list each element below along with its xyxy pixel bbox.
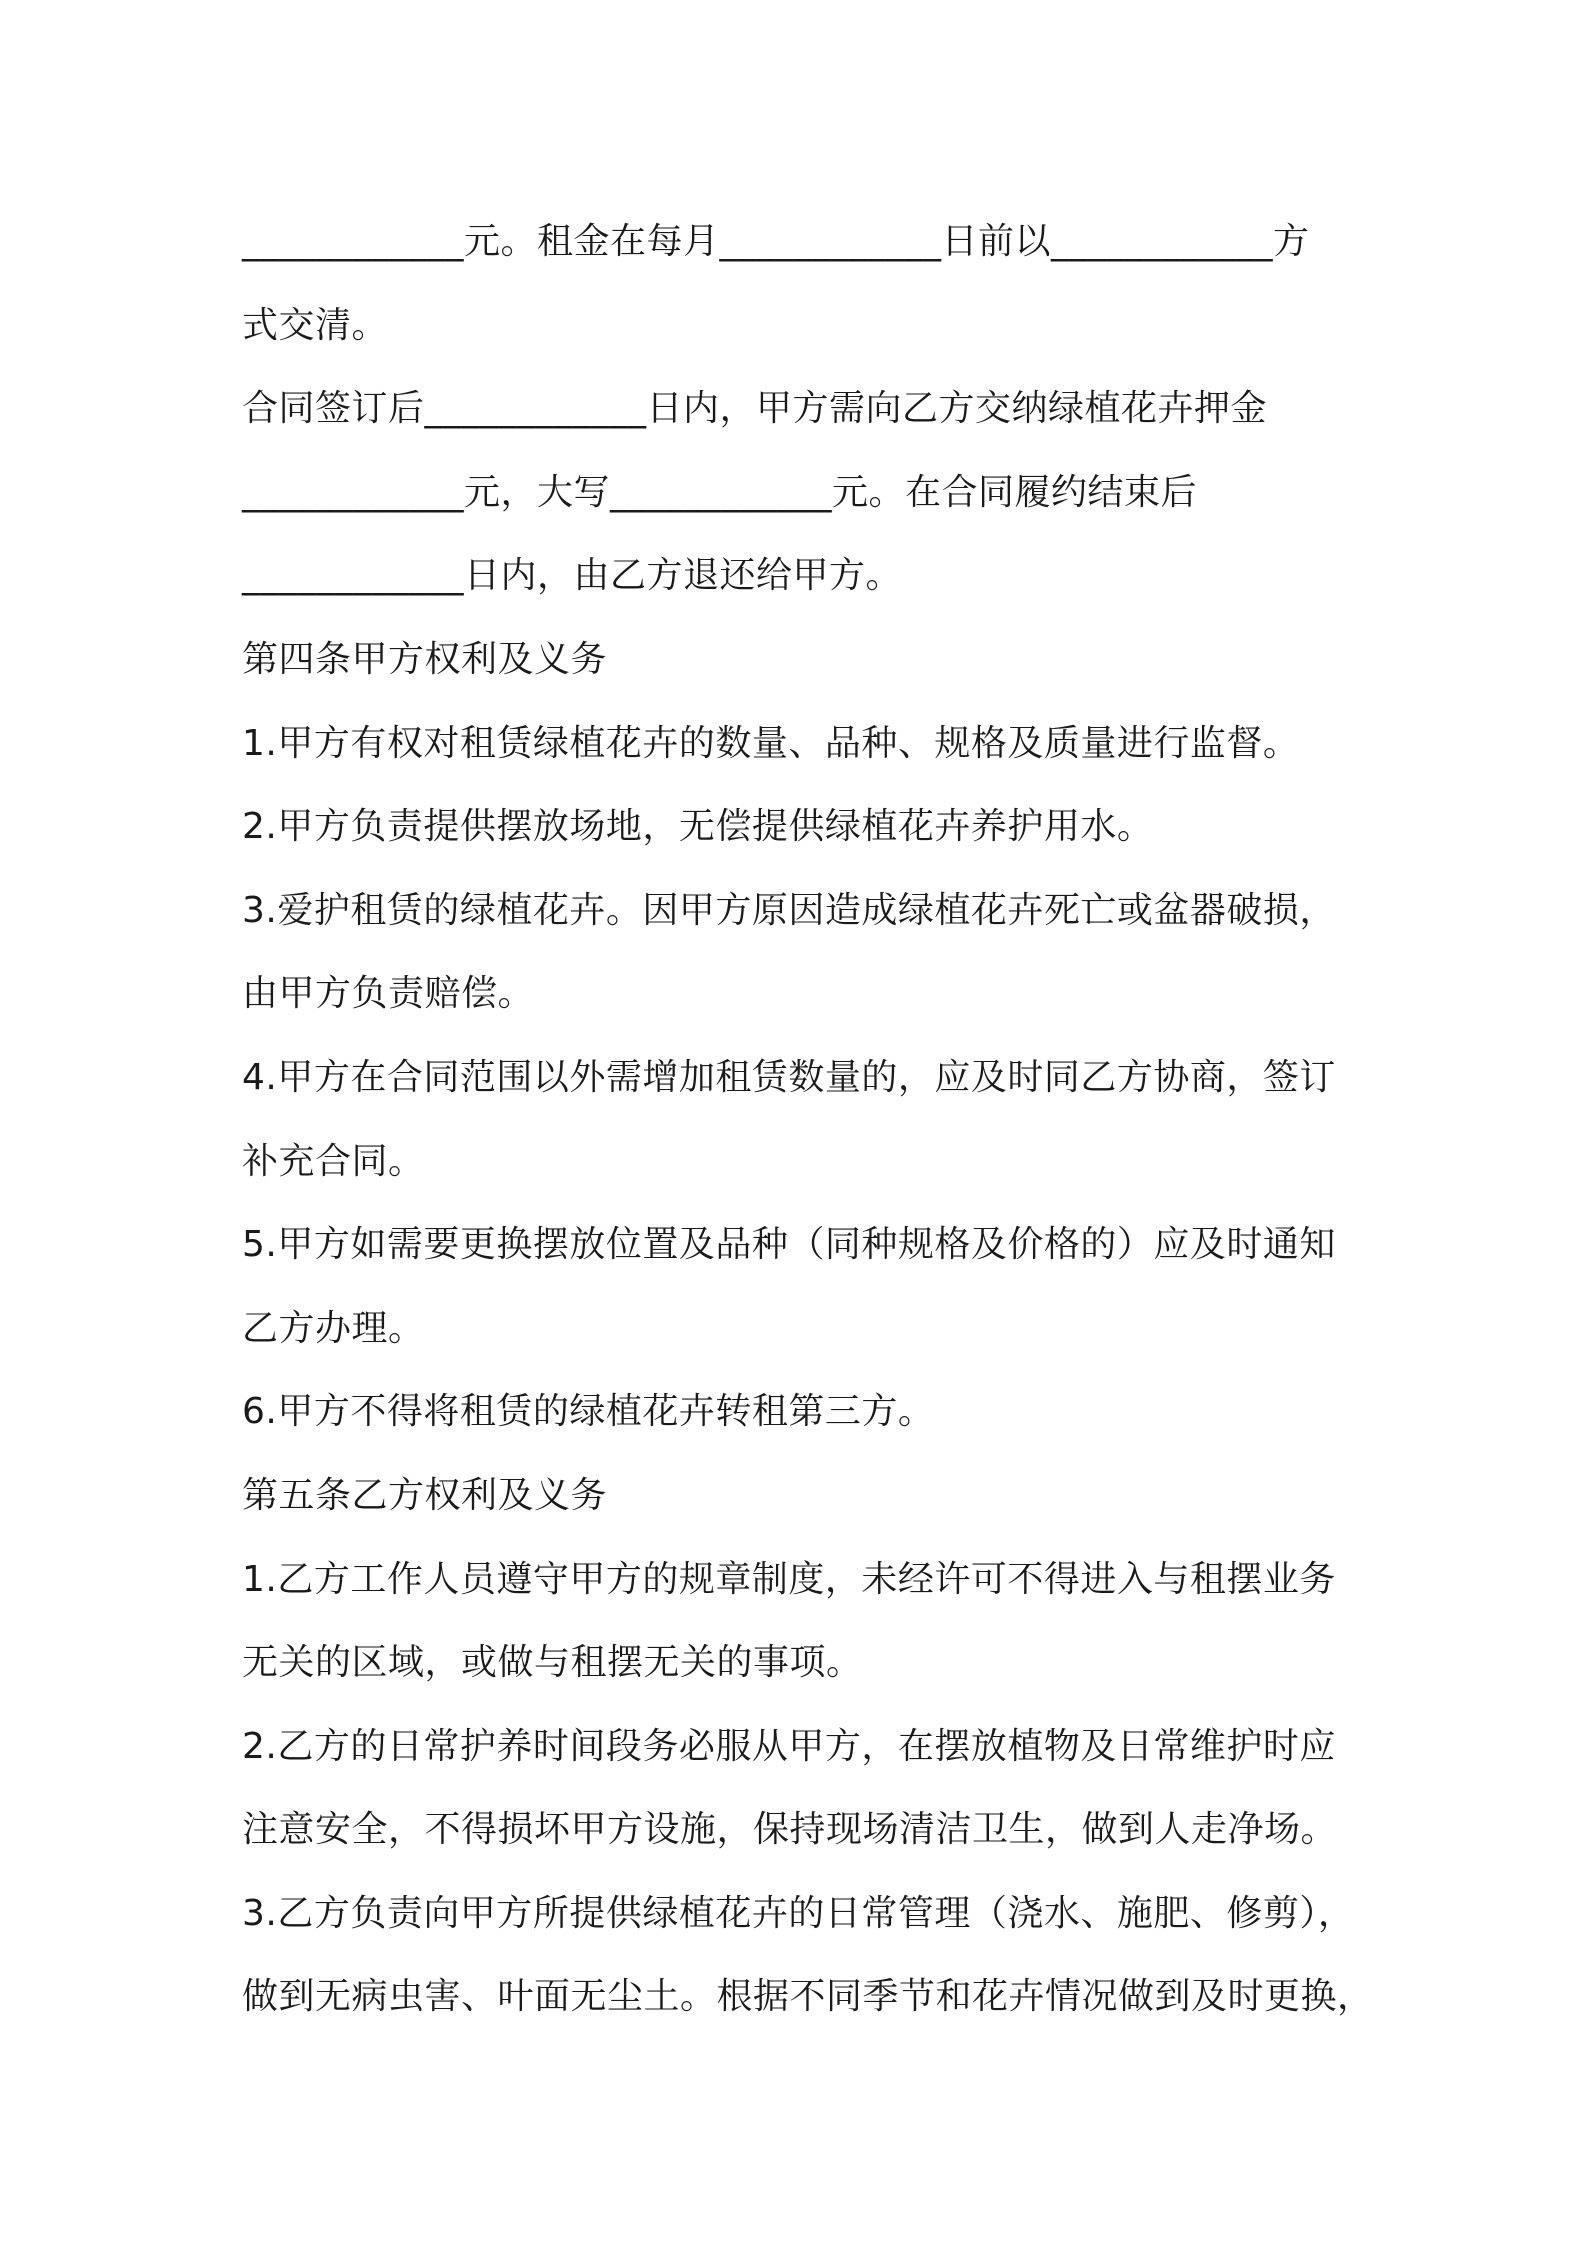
- section-heading-party-a: 第四条甲方权利及义务: [242, 638, 608, 680]
- section-heading-party-b: 第五条乙方权利及义务: [242, 1474, 608, 1516]
- clause-b-3-cont: 做到无病虫害、叶面无尘土。根据不同季节和花卉情况做到及时更换，: [242, 1976, 1374, 2018]
- clause-b-3: 3.乙方负责向甲方所提供绿植花卉的日常管理（浇水、施肥、修剪），: [242, 1892, 1355, 1934]
- clause-a-1: 1.甲方有权对租赁绿植花卉的数量、品种、规格及质量进行监督。: [242, 722, 1300, 764]
- text-line-deposit-return: ____________日内，由乙方退还给甲方。: [242, 555, 903, 597]
- text-line-deposit-amount: ____________元，大写____________元。在合同履约结束后: [242, 471, 1198, 513]
- clause-a-5: 5.甲方如需要更换摆放位置及品种（同种规格及价格的）应及时通知: [242, 1224, 1336, 1266]
- text-line-payment-method: 式交清。: [242, 304, 389, 346]
- text-line-payment-terms: ____________元。租金在每月____________日前以____________方: [242, 221, 1310, 262]
- clause-a-4-cont: 补充合同。: [242, 1140, 425, 1182]
- clause-a-5-cont: 乙方办理。: [242, 1307, 425, 1349]
- clause-a-3: 3.爱护租赁的绿植花卉。因甲方原因造成绿植花卉死亡或盆器破损，: [242, 889, 1336, 931]
- clause-b-1: 1.乙方工作人员遵守甲方的规章制度，未经许可不得进入与租摆业务: [242, 1558, 1336, 1600]
- text-line-deposit: 合同签订后____________日内，甲方需向乙方交纳绿植花卉押金: [242, 388, 1268, 430]
- clause-a-3-cont: 由甲方负责赔偿。: [242, 973, 535, 1015]
- clause-a-4: 4.甲方在合同范围以外需增加租赁数量的，应及时同乙方协商，签订: [242, 1056, 1336, 1098]
- clause-b-1-cont: 无关的区域，或做与租摆无关的事项。: [242, 1642, 863, 1684]
- clause-b-2: 2.乙方的日常护养时间段务必服从甲方，在摆放植物及日常维护时应: [242, 1725, 1336, 1767]
- clause-a-6: 6.甲方不得将租赁的绿植花卉转租第三方。: [242, 1391, 935, 1433]
- document-body: [242, 200, 1382, 2039]
- clause-a-2: 2.甲方负责提供摆放场地，无偿提供绿植花卉养护用水。: [242, 806, 1154, 848]
- clause-b-2-cont: 注意安全，不得损坏甲方设施，保持现场清洁卫生，做到人走净场。: [242, 1809, 1338, 1851]
